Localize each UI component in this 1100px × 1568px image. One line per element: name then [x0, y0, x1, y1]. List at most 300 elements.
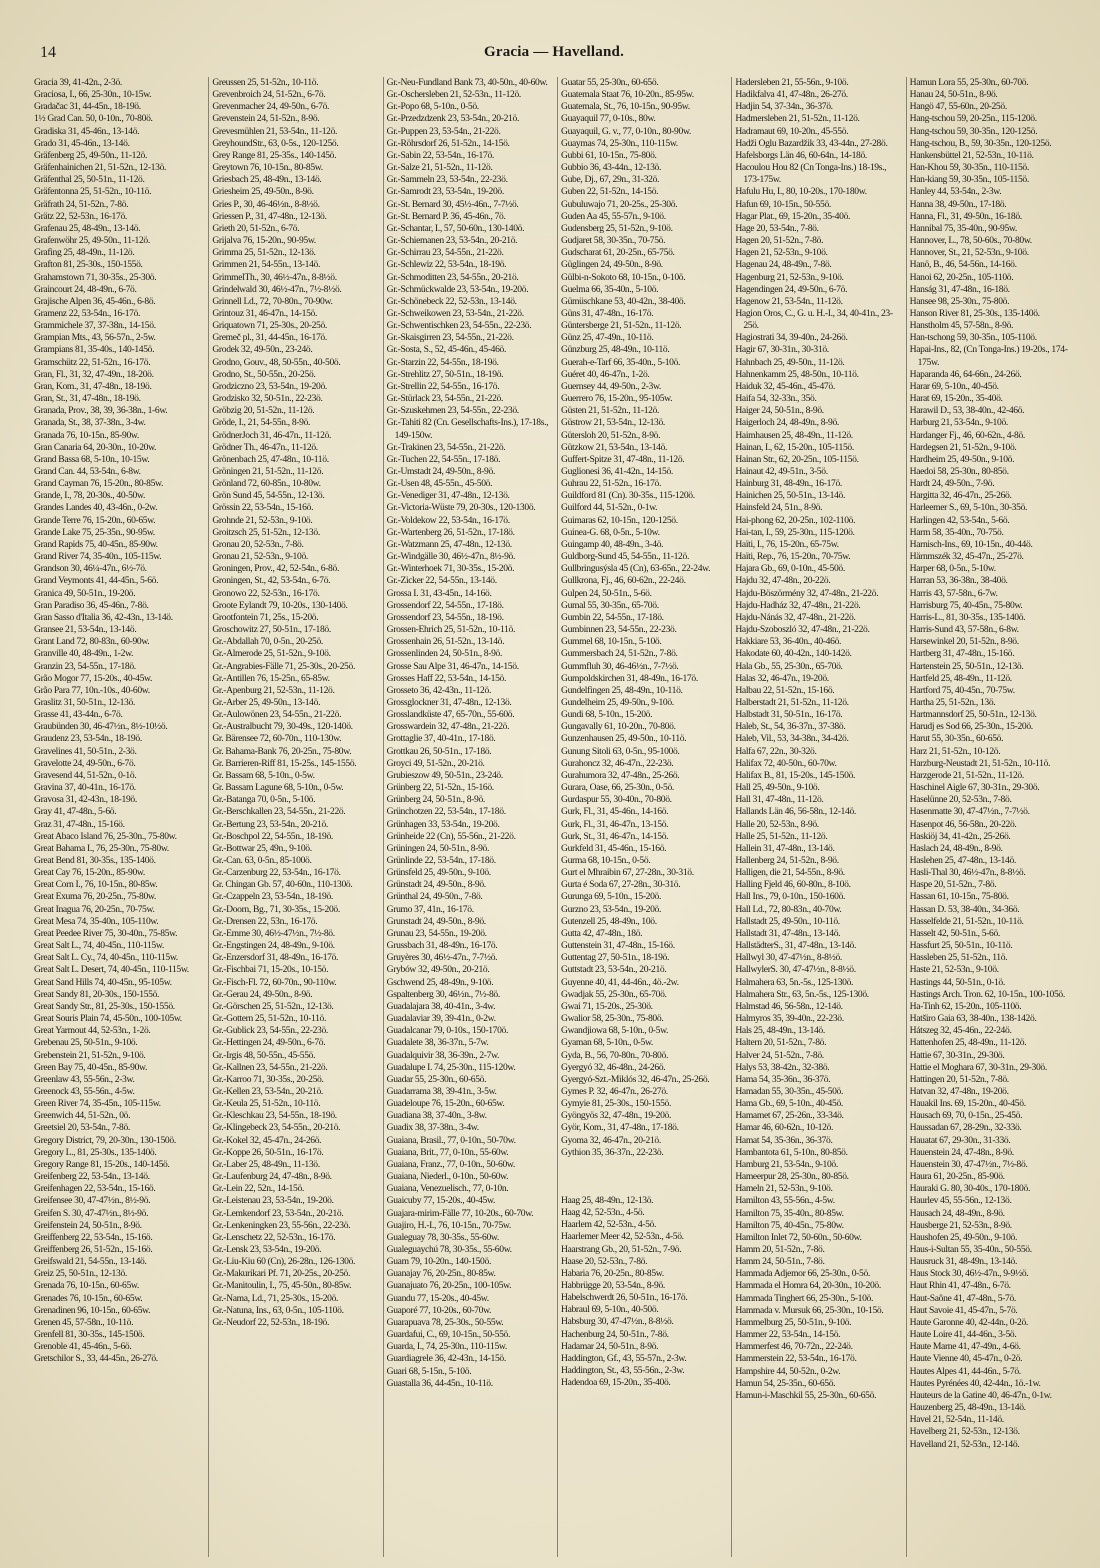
index-entry: Gran, St., 31, 47-48n., 18-19ö.: [34, 393, 141, 405]
index-entry: Gr.-Schwentischken 23, 54-55n., 22-23ö.: [386, 320, 532, 332]
index-entry: Greifenberg 22, 53-54n., 13-14ö.: [34, 1171, 150, 1183]
index-entry: Guildford 81 (Cn). 30-35s., 115-120ö.: [560, 490, 695, 502]
index-entry: Gwandjiowa 68, 5-10n., 0-5w.: [560, 1025, 669, 1037]
index-entry: Gr.-Skaisgirren 23, 54-55n., 21-22ö.: [386, 332, 514, 344]
index-entry: Great Mesa 74, 35-40n., 105-110w.: [34, 915, 159, 927]
index-entry: Gurahumora 32, 47-48n., 25-26ö.: [560, 769, 680, 781]
index-entry: Halbau 22, 51-52n., 15-16ö.: [735, 684, 835, 696]
index-entry: Granada, Prov., 38, 39, 36-38n., 1-6w.: [34, 405, 168, 417]
index-entry: Gravelotte 24, 49-50n., 6-7ö.: [34, 757, 136, 769]
index-entry: Hasenpot 46, 56-58n., 20-22ö.: [909, 818, 1017, 830]
index-entry: Haskiöj 34, 41-42n., 25-26ö.: [909, 830, 1011, 842]
index-entry: Grand Rapids 75, 40-45n., 85-90w.: [34, 538, 158, 550]
index-entry: Györ, Kom., 31, 47-48n., 17-18ö.: [560, 1122, 679, 1134]
index-entry: Gravina 37, 40-41n., 16-17ö.: [34, 782, 136, 794]
index-entry: Gyöngyös 32, 47-48n., 19-20ö.: [560, 1110, 672, 1122]
index-entry: Haparanda 46, 64-66n., 24-26ö.: [909, 368, 1022, 380]
index-entry: Gr.-Görschen 25, 51-52n., 12-13ö.: [212, 1000, 334, 1012]
index-entry: Habraul 69, 5-10n., 40-50ö.: [560, 1304, 659, 1316]
index-entry: Hattie el Moghara 67, 30-31n., 29-30ö.: [909, 1061, 1047, 1073]
index-entry: Hamun Lora 55, 25-30n., 60-70ö.: [909, 77, 1029, 88]
index-entry: Grybów 32, 49-50n., 20-21ö.: [386, 964, 490, 976]
index-entry: Gravosa 31, 42-43n., 18-19ö.: [34, 794, 137, 806]
index-entry: Gube, Dj., 67, 29n., 31-32ö.: [560, 174, 660, 186]
index-entry: Gr.-Can. 63, 0-5n., 85-100ö.: [212, 855, 312, 866]
index-entry: Guadeloupe 76, 15-20n., 60-65w.: [386, 1098, 505, 1110]
running-title: Gracia — Havelland.: [483, 44, 625, 60]
index-entry: Hallenberg 24, 51-52n., 8-9ö.: [735, 855, 839, 866]
index-entry: Hamadan 55, 30-35n., 45-50ö.: [735, 1085, 844, 1097]
index-entry: Grenada 76, 10-15n., 60-65w.: [34, 1280, 139, 1292]
index-entry: Guandu 77, 15-20s., 40-45w.: [386, 1292, 489, 1304]
index-entry: Greytown 76, 10-15n., 80-85w.: [212, 162, 323, 174]
index-entry: Guadalaviar 39, 39-41n., 0-2w.: [386, 1013, 496, 1025]
index-entry: Hama Gb., 69, 5-10n., 40-45ö.: [735, 1098, 843, 1110]
index-entry: Grosses Haff 22, 53-54n., 14-15ö.: [386, 672, 507, 684]
index-column-5: [731, 77, 905, 1557]
index-entry: Hammer 22, 53-54n., 14-15ö.: [735, 1329, 841, 1341]
index-entry: Guerrero 76, 15-20n., 95-105w.: [560, 393, 673, 405]
index-entry: Hanna, Fl., 31, 49-50n., 16-18ö.: [909, 210, 1022, 222]
index-columns: [34, 77, 1080, 1557]
index-entry: Grohnde 21, 52-53n., 9-10ö.: [212, 514, 313, 526]
index-entry: Hammada v. Mursuk 66, 25-30n., 10-15ö.: [735, 1304, 884, 1316]
index-column-4: [557, 77, 731, 1557]
index-entry: Haurlev 45, 55-56n., 12-13ö.: [909, 1195, 1012, 1207]
index-entry: Hajara Gb., 69, 0-10n., 45-50ö.: [735, 563, 845, 575]
index-entry: Guden Aa 45, 55-57n., 9-10ö.: [560, 210, 666, 222]
index-entry: Hartmannsdorf 25, 50-51n., 12-13ö.: [909, 709, 1037, 721]
index-entry: Grintouz 31, 46-47n., 14-15ö.: [212, 307, 318, 319]
index-entry: Grodno, Gouv., 48, 50-55n., 40-50ö.: [212, 356, 341, 368]
index-entry: Hambantota 61, 5-10n., 80-85ö.: [735, 1146, 848, 1158]
index-entry: Grünhagen 33, 53-54n., 19-20ö.: [386, 818, 500, 830]
index-entry: Gudensberg 25, 51-52n., 9-10ö.: [560, 222, 673, 234]
index-entry: Grossenhain 26, 51-52n., 13-14ö.: [386, 636, 505, 648]
index-entry: Hauakil Ins. 69, 15-20n., 40-45ö.: [909, 1098, 1026, 1110]
index-entry: Gubbi 61, 10-15n., 75-80ö.: [560, 149, 657, 161]
index-entry: Guelma 66, 35-40n., 5-10ö.: [560, 283, 659, 295]
index-entry: Graudenz 23, 53-54n., 18-19ö.: [34, 733, 142, 745]
index-entry: Haura 61, 20-25n., 85-90ö.: [909, 1171, 1005, 1183]
index-entry: Guajara-mirim-Fälle 77, 10-20s., 60-70w.: [386, 1207, 534, 1219]
index-entry: Guam 79, 10-20n., 140-150ö.: [386, 1256, 491, 1268]
index-entry: Hamilton Inlet 72, 50-60n., 50-60w.: [735, 1231, 862, 1243]
index-entry: Habbrügge 20, 53-54n., 8-9ö.: [560, 1280, 665, 1291]
index-entry: Gr.-Aulowönen 23, 54-55n., 21-22ö.: [212, 709, 342, 721]
index-entry: Grevenbroich 24, 51-52n., 6-7ö.: [212, 89, 326, 101]
index-entry: Güglingen 24, 49-50n., 8-9ö.: [560, 259, 663, 271]
index-entry: Gries P., 30, 46-46½n., 8-8½ö.: [212, 198, 320, 210]
index-entry: Gurma 68, 10-15n., 0-5ö.: [560, 855, 651, 866]
index-entry: Gröbzig 20, 51-52n., 11-12ö.: [212, 405, 315, 417]
index-entry: Grenen 45, 57-58n., 10-11ö.: [34, 1316, 134, 1328]
index-entry: Guadarrama 38, 39-41n., 3-5w.: [386, 1085, 497, 1097]
index-entry: Guyenne 40, 41, 44-46n., 4ö.-2w.: [560, 976, 679, 988]
index-entry: Great Sandy 81, 20-30s., 150-155ö.: [34, 988, 160, 1000]
index-entry: Hartford 75, 40-45n., 70-75w.: [909, 684, 1015, 696]
index-entry: Halmyros 35, 39-40n., 22-23ö.: [735, 1013, 844, 1025]
index-entry: Gr.-Enzersdorf 31, 48-49n., 16-17ö.: [212, 952, 339, 964]
index-entry: Hang-tschou 59, 20-25n., 115-120ö.: [909, 113, 1037, 125]
index-entry: Gymes P. 32, 46-47n., 26-27ö.: [560, 1085, 668, 1097]
index-entry: Hafun 69, 10-15n., 50-55ö.: [735, 198, 831, 210]
index-entry: Gr.-Röhrsdorf 26, 51-52n., 14-15ö.: [386, 137, 510, 149]
index-entry: Gualeguaychú 78, 30-35s., 55-60w.: [386, 1244, 512, 1255]
index-entry: Güns 31, 47-48n., 16-17ö.: [560, 307, 654, 319]
index-entry: Gurzno 23, 53-54n., 19-20ö.: [560, 903, 662, 915]
index-entry: Greifenstein 24, 50-51n., 8-9ö.: [34, 1219, 142, 1231]
index-entry: Gr.-Laber 25, 48-49n., 11-13ö.: [212, 1158, 320, 1170]
index-entry: Greiz 25, 50-51n., 12-13ö.: [34, 1268, 127, 1280]
index-entry: Grünstadt 24, 49-50n., 8-9ö.: [386, 879, 486, 891]
index-entry: Grosswardein 32, 47-48n., 21-22ö.: [386, 721, 510, 733]
index-entry: Gurta é Soda 67, 27-28n., 30-31ö.: [560, 879, 681, 891]
index-entry: Grossglockner 31, 47-48n., 12-13ö.: [386, 696, 512, 708]
index-entry: Halmahera 63, 5n.-5s., 125-130ö.: [735, 976, 854, 988]
index-entry: Gr.-Umstadt 24, 49-50n., 8-9ö.: [386, 466, 496, 477]
index-entry: Hadramaut 69, 10-20n., 45-55ö.: [735, 125, 849, 137]
index-entry: Hagir 67, 30-31n., 30-31ö.: [735, 344, 829, 356]
index-entry: Hamilton 75, 40-45n., 75-80w.: [735, 1219, 844, 1231]
index-entry: Grubieszow 49, 50-51n., 23-24ö.: [386, 769, 503, 781]
index-entry: Haleb, Vil., 53, 34-38n., 34-42ö.: [735, 733, 849, 745]
index-entry: Haarlem 42, 52-53n., 4-5ö.: [560, 1219, 657, 1231]
index-entry: Grodno, St., 50-55n., 20-25ö.: [212, 368, 316, 380]
index-entry: Grönenbach 25, 47-48n., 10-11ö.: [212, 453, 329, 465]
index-entry: Hagen 21, 52-53n., 9-10ö.: [735, 247, 828, 259]
index-entry: Gr.-Lenkeningken 23, 55-56n., 22-23ö.: [212, 1219, 351, 1231]
index-entry: Hasli-Thal 30, 46½-47n., 8-8½ö.: [909, 867, 1026, 879]
index-entry: Gungavally 61, 10-20n., 70-80ö.: [560, 721, 676, 733]
index-entry: Great Cay 76, 15-20n., 85-90w.: [34, 867, 145, 879]
index-entry: Hai-phong 62, 20-25n., 102-110ö.: [735, 514, 856, 526]
index-entry: Gr.-Carzenburg 22, 53-54n., 16-17ö.: [212, 867, 341, 879]
index-entry: Hage 20, 53-54n., 7-8ö.: [735, 222, 819, 234]
index-entry: Gumal 55, 30-35n., 65-70ö.: [560, 599, 659, 611]
index-entry: Gr. Bahama-Bank 76, 20-25n., 75-80w.: [212, 745, 352, 757]
index-entry: Halmstad 46, 56-58n., 12-14ö.: [735, 1000, 843, 1012]
index-entry: Gr.-St. Bernard 30, 45½-46n., 7-7½ö.: [386, 198, 519, 210]
index-entry: Harawil D., 53, 38-40n., 42-46ö.: [909, 405, 1025, 417]
index-entry: Hamamet 67, 25-26n., 33-34ö.: [735, 1110, 844, 1122]
index-entry: Hall 31, 47-48n., 11-12ö.: [735, 794, 824, 806]
index-entry: Gr.-Popo 68, 5-10n., 0-5ö.: [386, 101, 479, 113]
index-entry: Gunzenhausen 25, 49-50n., 10-11ö.: [560, 733, 687, 745]
index-entry: Grevenmacher 24, 49-50n., 6-7ö.: [212, 101, 330, 113]
index-entry: Gr.-Drensen 22, 53n., 16-17ö.: [212, 915, 318, 927]
index-entry: Greussen 25, 51-52n., 10-11ö.: [212, 77, 319, 88]
index-entry: Gr.-Koppe 26, 50-51n., 16-17ö.: [212, 1146, 324, 1158]
index-entry: Gr.-Przedzdzenk 23, 53-54n., 20-21ö.: [386, 113, 519, 125]
index-entry: Gr.-Sammeln 23, 53-54n., 22-23ö.: [386, 174, 508, 186]
index-entry: Gravelines 41, 50-51n., 2-3ö.: [34, 745, 137, 757]
index-entry: Hannover, St., 21, 52-53n., 9-10ö.: [909, 247, 1029, 259]
index-entry: Grand Veymonts 41, 44-45n., 5-6ö.: [34, 575, 159, 587]
index-entry: Halligen, die 21, 54-55n., 8-9ö.: [735, 867, 845, 879]
index-entry: Great Exuma 76, 20-25n., 75-80w.: [34, 891, 156, 903]
index-entry: Gubbio 36, 43-44n., 12-13ö.: [560, 162, 662, 174]
index-entry: Haute Marne 41, 47-49n., 4-6ö.: [909, 1341, 1021, 1353]
index-entry: Hamilton 43, 55-56n., 4-5w.: [735, 1195, 835, 1207]
index-entry: Gr.-Strellin 22, 54-55n., 16-17ö.: [386, 380, 500, 392]
index-entry: Gummfluh 30, 46-46½n., 7-7½ö.: [560, 660, 679, 672]
index-entry: Hannover, L., 78, 50-60s., 70-80w.: [909, 235, 1032, 247]
index-entry: Grimmen 21, 54-55n., 13-14ö.: [212, 259, 321, 271]
index-entry: Hafelsborgs Län 46, 60-64n., 14-18ö.: [735, 149, 867, 161]
index-entry: Haschinel Aigle 67, 30-31n., 29-30ö.: [909, 782, 1040, 794]
index-entry: Hasselt 42, 50-51n., 5-6ö.: [909, 927, 1000, 939]
index-entry: Hama 54, 35-36n., 36-37ö.: [735, 1073, 831, 1085]
index-entry: Gr.-Lein 22, 52n., 14-15ö.: [212, 1183, 304, 1195]
index-entry: Hanoi 62, 20-25n., 105-110ö.: [909, 271, 1014, 283]
index-entry: Hadamar 24, 50-51n., 8-9ö.: [560, 1340, 659, 1352]
index-entry: Hainaut 42, 49-51n., 3-5ö.: [735, 466, 828, 477]
index-entry: Haifa 54, 32-33n., 35ö.: [735, 393, 817, 405]
index-entry: Hatvan 32, 47-48n., 19-20ö.: [909, 1085, 1009, 1097]
index-entry: Hainan, I., 62, 15-20n., 105-115ö.: [735, 441, 854, 453]
index-entry: Hammerfest 46, 70-72n., 22-24ö.: [735, 1341, 853, 1353]
index-entry: Harleemer S., 69, 5-10n., 30-35ö.: [909, 502, 1028, 514]
index-entry: Gutenzell 25, 48-49n., 10ö.: [560, 915, 657, 927]
index-entry: Guerah-e-Tarf 66, 35-40n., 5-10ö.: [560, 356, 681, 368]
index-entry: Hainan Str., 62, 20-25n., 105-115ö.: [735, 453, 859, 465]
index-entry: Guastalla 36, 44-45n., 10-11ö.: [386, 1377, 493, 1389]
index-entry: Gracia 39, 41-42n., 2-3ö.: [34, 77, 122, 88]
index-entry: Gr.-Samrodt 23, 53-54n., 19-20ö.: [386, 186, 504, 198]
index-entry: Härnmszék 32, 45-47n., 25-27ö.: [909, 551, 1024, 563]
index-entry: Hahnbach 25, 49-50n., 11-12ö.: [735, 356, 845, 368]
index-entry: Gr.-Abdallah 70, 0-5n., 20-25ö.: [212, 636, 323, 648]
index-entry: Hautes Pyrénées 40, 42-44n., 1ö.-1w.: [909, 1377, 1041, 1389]
index-entry: Groitzsch 25, 51-52n., 12-13ö.: [212, 526, 320, 538]
index-entry: Hapai-Ins., 82, (Cn Tonga-Ins.) 19-20s., 174-175w.: [909, 344, 1068, 368]
index-entry: Gronau 20, 52-53n., 7-8ö.: [212, 538, 304, 550]
index-entry: Halifax B., 81, 15-20s., 145-150ö.: [735, 769, 856, 781]
index-entry: Harut 55, 30-35n., 60-65ö.: [909, 733, 1004, 745]
index-entry: Greenwich 44, 51-52n., 0ö.: [34, 1110, 131, 1122]
index-entry: Gr.-Windgälle 30, 46½-47n., 8½-9ö.: [386, 551, 516, 563]
index-entry: Great Inagua 76, 20-25n., 70-75w.: [34, 903, 155, 915]
index-entry: Groningen, Prov., 42, 52-54n., 6-8ö.: [212, 563, 340, 575]
index-entry: Graciosa, I., 66, 25-30n., 10-15w.: [34, 89, 152, 101]
index-entry: Hansee 98, 25-30n., 75-80ö.: [909, 295, 1010, 307]
index-entry: Güstrow 21, 53-54n., 12-13ö.: [560, 417, 665, 429]
index-entry: Hainsfeld 24, 51n., 8-9ö.: [735, 502, 823, 514]
index-entry: Granzin 23, 54-55n., 17-18ö.: [34, 660, 136, 672]
index-entry: Gundelheim 25, 49-50n., 9-10ö.: [560, 696, 674, 708]
index-entry: Grevesmühlen 21, 53-54n., 11-12ö.: [212, 125, 338, 137]
index-entry: Gurara, Oase, 66, 25-30n., 0-5ö.: [560, 782, 674, 794]
index-entry: Gr.-Fischbai 71, 15-20s., 10-15ö.: [212, 964, 329, 976]
index-entry: Hainichen 25, 50-51n., 13-14ö.: [735, 490, 845, 502]
index-entry: Gr.-Sabin 22, 53-54n., 16-17ö.: [386, 149, 494, 161]
index-entry: Grammichele 37, 37-38n., 14-15ö.: [34, 320, 156, 332]
index-entry: Harran 53, 36-38n., 38-40ö.: [909, 575, 1008, 587]
index-entry: Hamm 24, 50-51n., 7-8ö.: [735, 1256, 825, 1268]
index-entry: Havelberg 21, 52-53n., 12-13ö.: [909, 1426, 1020, 1438]
index-entry: Gramschütz 22, 51-52n., 16-17ö.: [34, 356, 151, 368]
index-entry: Groyci 49, 51-52n., 20-21ö.: [386, 757, 485, 769]
index-entry: Hajdu-Szoboszló 32, 47-48n., 21-22ö.: [735, 624, 870, 636]
index-entry: Hagenau 24, 48-49n., 7-8ö.: [735, 259, 832, 271]
index-entry: Guardiagrele 36, 42-43n., 14-15ö.: [386, 1353, 506, 1365]
index-entry: Gr.-Gerau 24, 49-50n., 8-9ö.: [212, 988, 313, 1000]
index-entry: Guanajay 76, 20-25n., 80-85w.: [386, 1268, 496, 1280]
index-entry: Guatemala Staat 76, 10-20n., 85-95w.: [560, 89, 694, 101]
index-entry: Gran, Kom., 31, 47-48n., 18-19ö.: [34, 380, 152, 392]
index-entry: Hauzenberg 25, 48-49n., 13-14ö.: [909, 1402, 1026, 1414]
index-entry: Gr.-Szuskehmen 23, 54-55n., 22-23ö.: [386, 405, 519, 417]
index-entry: Hamar 46, 60-62n., 10-12ö.: [735, 1122, 834, 1134]
index-entry: Guadalupe I. 74, 25-30n., 115-120w.: [386, 1061, 516, 1073]
index-entry: Hauteurs de la Gatine 40, 46-47n., 0-1w.: [909, 1389, 1052, 1401]
index-entry: Gumbinnen 23, 54-55n., 22-23ö.: [560, 624, 677, 636]
index-entry: Gradiska 31, 45-46n., 13-14ö.: [34, 125, 140, 137]
index-entry: Hauatat 67, 29-30n., 31-33ö.: [909, 1134, 1011, 1146]
index-entry: Haïti, I., 76, 15-20n., 65-75w.: [735, 538, 839, 550]
index-entry: Habaria 76, 20-25n., 80-85w.: [560, 1267, 664, 1279]
index-entry: Gronowo 22, 52-53n., 16-17ö.: [212, 587, 320, 599]
index-entry: Gr.-Tuchen 22, 54-55n., 17-18ö.: [386, 453, 501, 465]
index-entry: Great Yarmout 44, 52-53n., 1-2ö.: [34, 1025, 151, 1037]
index-entry: Grasse 41, 43-44n., 6-7ö.: [34, 709, 123, 721]
index-entry: Gr.-Kellen 23, 53-54n., 20-21ö.: [212, 1085, 323, 1097]
index-entry: Harper 68, 0-5n., 5-10w.: [909, 563, 996, 575]
index-entry: Grodziczno 23, 53-54n., 19-20ö.: [212, 380, 327, 392]
index-entry: Gurt el Mhraibin 67, 27-28n., 30-31ö.: [560, 867, 694, 879]
index-entry: Gregory Range 81, 15-20s., 140-145ö.: [34, 1158, 170, 1170]
letter-section-gap: [561, 1183, 728, 1195]
index-entry: Hakodate 60, 40-42n., 140-142ö.: [735, 648, 852, 660]
index-entry: Griesbach 25, 48-49n., 13-14ö.: [212, 174, 322, 186]
index-entry: Harris-L., 81, 30-35s., 135-140ö.: [909, 611, 1026, 623]
index-entry: Gullkrona, Fj., 46, 60-62n., 22-24ö.: [560, 575, 686, 587]
index-entry: Gr.-Boschpol 22, 54-55n., 18-19ö.: [212, 830, 333, 842]
index-entry: Guadalquivir 38, 36-39n., 2-7w.: [386, 1049, 500, 1061]
index-entry: Green River 74, 35-45n., 105-115w.: [34, 1098, 161, 1110]
index-entry: Grosseto 36, 42-43n., 11-12ö.: [386, 684, 491, 696]
index-entry: Haïti, Rep., 76, 15-20n., 70-75w.: [735, 551, 851, 563]
index-entry: Hagenburg 21, 52-53n., 9-10ö.: [735, 271, 844, 283]
index-entry: Gr.-Liu-Kiu 60 (Cn), 26-28n., 126-130ö.: [212, 1256, 356, 1268]
index-entry: Guadar 55, 25-30n., 60-65ö.: [386, 1073, 487, 1085]
index-entry: Guldborg-Sund 45, 54-55n., 11-12ö.: [560, 551, 689, 563]
index-entry: Harburg 21, 53-54n., 9-10ö.: [909, 417, 1008, 429]
index-entry: Gumbin 22, 54-55n., 17-18ö.: [560, 611, 664, 623]
index-entry: Haus-i-Sultan 55, 35-40n., 50-55ö.: [909, 1244, 1032, 1255]
index-entry: Guaiana, Niederl., 0-10n., 50-60w.: [386, 1171, 509, 1183]
index-entry: GrödnerJoch 31, 46-47n., 11-12ö.: [212, 429, 332, 441]
index-entry: Gutta 42, 47-48n., 18ö.: [560, 927, 643, 939]
index-entry: Hamat 54, 35-36n., 36-37ö.: [735, 1134, 833, 1146]
index-entry: Gr.-Victoria-Wüste 79, 20-30s., 120-130ö.: [386, 502, 536, 514]
index-entry: Greifen S. 30, 47-47½n., 8½-9ö.: [34, 1207, 149, 1219]
index-entry: Grunstadt 24, 49-50n., 8-9ö.: [386, 915, 486, 927]
index-entry: HallwylerS. 30, 47-47½n., 8-8½ö.: [735, 964, 856, 976]
index-entry: Haussadan 67, 28-29n., 32-33ö.: [909, 1122, 1022, 1134]
index-entry: Gr.-Gottern 25, 51-52n., 10-11ö.: [212, 1013, 327, 1025]
index-entry: Hassleben 25, 51-52n., 11ö.: [909, 952, 1008, 964]
index-entry: Griessen P., 31, 47-48n., 12-13ö.: [212, 210, 327, 222]
index-entry: Hátszeg 32, 45-46n., 22-24ö.: [909, 1025, 1012, 1037]
index-entry: Groote Eylandt 79, 10-20s., 130-140ö.: [212, 599, 348, 611]
index-entry: Gundi 68, 5-10n., 15-20ö.: [560, 709, 653, 721]
index-entry: Halys 53, 38-42n., 32-38ö.: [735, 1061, 830, 1073]
index-entry: Haute Vienne 40, 45-47n., 0-2ö.: [909, 1353, 1023, 1365]
index-entry: Grafenau 25, 48-49n., 13-14ö.: [34, 222, 141, 234]
index-entry: Hadikfalva 41, 47-48n., 26-27ö.: [735, 89, 848, 101]
index-entry: Ha-Tinh 62, 15-20n., 105-110ö.: [909, 1000, 1022, 1012]
index-entry: Guadalajara 38, 40-41n., 3-4w.: [386, 1000, 496, 1012]
index-entry: Grey Range 81, 25-35s., 140-145ö.: [212, 149, 337, 161]
index-entry: Grootfontein 71, 25s., 15-20ö.: [212, 611, 319, 623]
index-entry: Gschwend 25, 48-49n., 9-10ö.: [386, 976, 494, 988]
index-entry: Gr.-Usen 48, 45-55n., 45-50ö.: [386, 478, 493, 490]
index-entry: Hals 25, 48-49n., 13-14ö.: [735, 1025, 825, 1037]
index-entry: Grünthal 24, 49-50n., 7-8ö.: [386, 891, 483, 903]
index-entry: Hausberge 21, 52-53n., 8-9ö.: [909, 1219, 1012, 1231]
index-entry: Grünheide 22 (Cn), 55-56n., 21-22ö.: [386, 830, 516, 842]
index-entry: Grebenstein 21, 51-52n., 9-10ö.: [34, 1049, 146, 1061]
index-entry: Great Sandy Str., 81, 25-30s., 150-155ö.: [34, 1000, 175, 1012]
index-entry: Hardt 24, 49-50n., 7-9ö.: [909, 478, 995, 490]
index-entry: Gr.-Oschersleben 21, 52-53n., 11-12ö.: [386, 89, 521, 101]
index-entry: Hafulu Hu, I., 80, 10-20s., 170-180w.: [735, 186, 867, 198]
index-entry: Guffert-Spitze 31, 47-48n., 11-12ö.: [560, 453, 685, 465]
index-entry: Hachenburg 24, 50-51n., 7-8ö.: [560, 1328, 669, 1340]
index-entry: Hauenstein 30, 47-47½n., 7½-8ö.: [909, 1158, 1028, 1170]
index-entry: Grahamstown 71, 30-35s., 25-30ö.: [34, 271, 157, 283]
index-entry: Granville 40, 48-49n., 1-2w.: [34, 648, 134, 660]
index-entry: Hanna 38, 49-50n., 17-18ö.: [909, 198, 1007, 210]
index-entry: Guttenstein 31, 47-48n., 15-16ö.: [560, 940, 675, 952]
index-entry: Gr.-Winterhoek 71, 30-35s., 15-20ö.: [386, 563, 515, 575]
index-entry: Granada 76, 10-15n., 85-90w.: [34, 429, 139, 441]
index-entry: Haslehen 25, 47-48n., 13-14ö.: [909, 855, 1016, 866]
index-entry: Halling Fjeld 46, 60-80n., 8-10ö.: [735, 879, 851, 891]
index-entry: Hanau 24, 50-51n., 8-9ö.: [909, 89, 998, 101]
index-entry: Grätz 22, 52-53n., 16-17ö.: [34, 210, 127, 222]
index-entry: Gr.-Leistenau 23, 53-54n., 19-20ö.: [212, 1195, 334, 1207]
index-entry: Hang-tschou 59, 30-35n., 120-125ö.: [909, 125, 1038, 137]
index-entry: Gützkow 21, 53-54n., 13-14ö.: [560, 441, 668, 453]
index-entry: Gray 41, 47-48n., 5-6ö.: [34, 806, 117, 818]
index-entry: Guben 22, 51-52n., 14-15ö.: [560, 186, 659, 198]
index-entry: Griquatown 71, 25-30s., 20-25ö.: [212, 320, 327, 332]
index-entry: Hausach 24, 48-49n., 8-9ö.: [909, 1207, 1005, 1219]
index-entry: Guilford 44, 51-52n., 0-1w.: [560, 502, 658, 514]
index-entry: Grandson 30, 46¼-47n., 6½-7ö.: [34, 563, 147, 575]
index-entry: Grossenlinden 24, 50-51n., 8-9ö.: [386, 648, 503, 660]
index-entry: Harnisch-Ins., 69, 10-15n., 40-44ö.: [909, 538, 1033, 550]
index-entry: Gurkfeld 31, 45-46n., 15-16ö.: [560, 842, 667, 854]
index-entry: Hagar Plat., 69, 15-20n., 35-40ö.: [735, 210, 851, 222]
index-entry: Hamun-i-Maschkil 55, 25-30n., 60-65ö.: [735, 1389, 877, 1401]
index-entry: Guaicuby 77, 15-20s., 40-45w.: [386, 1195, 495, 1207]
index-entry: Grödner Th., 46-47n., 11-12ö.: [212, 441, 318, 453]
index-entry: Graubünden 30, 46-47½n., 8½-10½ö.: [34, 721, 168, 733]
index-entry: Gr.-Starzin 22, 54-55n., 18-19ö.: [386, 356, 499, 368]
index-entry: Han-Khou 59, 30-35n., 110-115ö.: [909, 162, 1029, 174]
index-entry: Gr.-Karroo 71, 30-35s., 20-25ö.: [212, 1073, 324, 1085]
index-entry: Hamun 54, 25-35n., 60-65ö.: [735, 1377, 836, 1389]
index-entry: Gr.-Berschkallen 23, 54-55n., 21-22ö.: [212, 806, 346, 818]
index-entry: Han-kiang 59, 30-35n., 105-115ö.: [909, 174, 1029, 186]
index-entry: Gr.-Sosta, S., 52, 45-46n., 45-46ö.: [386, 344, 507, 356]
index-entry: Hallstadt 25, 49-50n., 10-11ö.: [735, 915, 840, 927]
index-entry: Grebenau 25, 50-51n., 9-10ö.: [34, 1037, 138, 1049]
